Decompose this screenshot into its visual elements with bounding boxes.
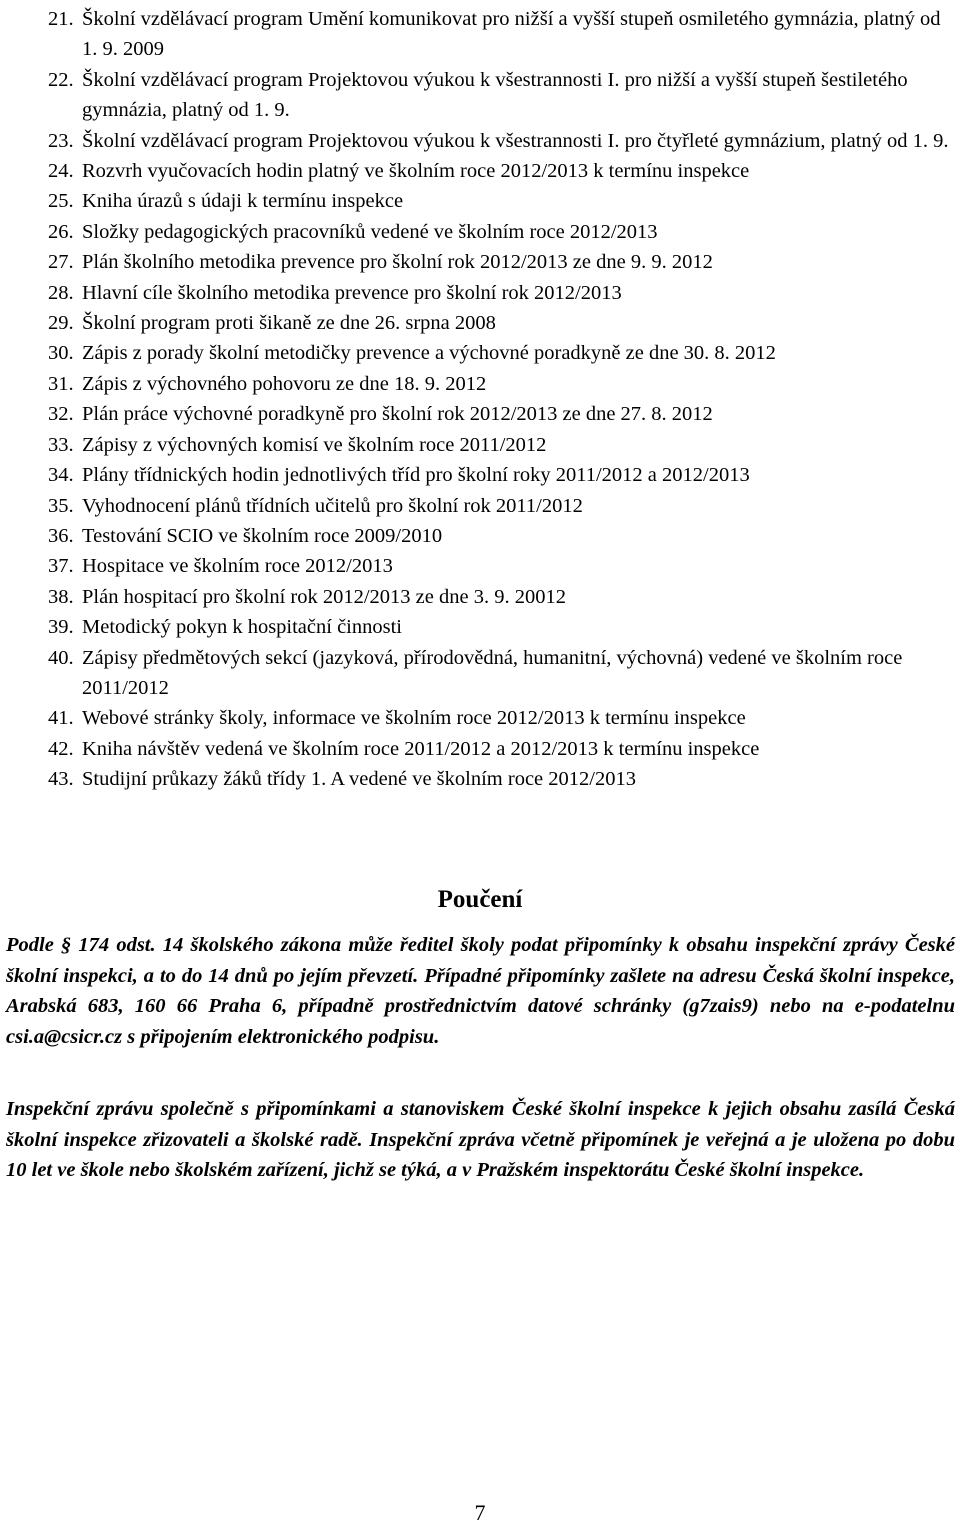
list-item-text: Kniha návštěv vedená ve školním roce 2011/2012 a 2012/2013 k termínu inspekce <box>82 737 760 760</box>
list-item-number: 35. <box>48 494 74 517</box>
list-item <box>48 4 958 65</box>
list-item-number: 43. <box>48 768 74 791</box>
list-item <box>48 369 958 399</box>
list-item <box>48 460 958 490</box>
list-item-text: Studijní průkazy žáků třídy 1. A vedené ve školním roce 2012/2013 <box>82 768 636 791</box>
list-item-text: Kniha úrazů s údaji k termínu inspekce <box>82 190 404 213</box>
list-item-number: 40. <box>48 646 74 669</box>
list-item-number: 38. <box>48 585 74 608</box>
list-item-text: Webové stránky školy, informace ve školním roce 2012/2013 k termínu inspekce <box>82 707 746 730</box>
list-item-text: Školní vzdělávací program Umění komunikovat pro nižší a vyšší stupeň osmiletého gymnázia, platný od 1. 9. 2009 <box>82 8 941 61</box>
list-item <box>48 491 958 521</box>
list-item-text: Plán školního metodika prevence pro školní rok 2012/2013 ze dne 9. 9. 2012 <box>82 251 713 274</box>
list-item <box>48 521 958 551</box>
notice-paragraph-1: Podle § 174 odst. 14 školského zákona může ředitel školy podat připomínky k obsahu inspekční zprávy České školní inspekci, a to do 14 dnů po jejím převzetí. Případné připomínky zašlete na adresu Česká školní inspekce, Arabská 683, 160 66 Praha 6, případně prostřednictvím datové schránky (g7zais9) nebo na e-podatelnu csi.a@csicr.cz s připojením elektronického podpisu. <box>6 934 955 1048</box>
notice-paragraph-2: Inspekční zprávu společně s připomínkami a stanoviskem České školní inspekce k jejich obsahu zasílá Česká školní inspekce zřizovateli a školské radě. Inspekční zpráva včetně připomínek je veřejná a je uložena po dobu 10 let ve škole nebo školském zařízení, jichž se týká, a v Pražském inspektorátu České školní inspekce. <box>6 1098 955 1181</box>
list-item <box>48 582 958 612</box>
list-item <box>48 703 958 733</box>
list-item <box>48 643 958 704</box>
list-item <box>48 126 958 156</box>
list-item-text: Složky pedagogických pracovníků vedené ve školním roce 2012/2013 <box>82 220 658 243</box>
list-item-text: Metodický pokyn k hospitační činnosti <box>82 616 402 639</box>
list-item <box>48 308 958 338</box>
list-item-text: Zápis z porady školní metodičky prevence a výchovné poradkyně ze dne 30. 8. 2012 <box>82 342 776 365</box>
list-item-number: 41. <box>48 707 74 730</box>
list-item-text: Plán hospitací pro školní rok 2012/2013 ze dne 3. 9. 20012 <box>82 585 566 608</box>
list-item-text: Zápisy z výchovných komisí ve školním roce 2011/2012 <box>82 433 547 456</box>
list-item-text: Testování SCIO ve školním roce 2009/2010 <box>82 524 443 547</box>
list-item <box>48 399 958 429</box>
list-item-number: 22. <box>48 68 74 91</box>
list-item-text: Plán práce výchovné poradkyně pro školní rok 2012/2013 ze dne 27. 8. 2012 <box>82 403 713 426</box>
notice-heading: Poučení <box>437 886 523 913</box>
list-item <box>48 764 958 794</box>
list-item-number: 21. <box>48 8 74 30</box>
list-item <box>48 217 958 247</box>
list-item-text: Školní program proti šikaně ze dne 26. srpna 2008 <box>82 312 496 335</box>
list-item-text: Rozvrh vyučovacích hodin platný ve školním roce 2012/2013 k termínu inspekce <box>82 160 750 183</box>
list-item <box>48 186 958 216</box>
list-item-number: 39. <box>48 616 74 639</box>
list-item-number: 34. <box>48 464 74 487</box>
list-item-number: 33. <box>48 433 74 456</box>
list-item <box>48 156 958 186</box>
list-item <box>48 612 958 642</box>
list-item <box>48 338 958 368</box>
list-item-number: 30. <box>48 342 74 365</box>
list-item-number: 32. <box>48 403 74 426</box>
list-item-text: Zápis z výchovného pohovoru ze dne 18. 9. 2012 <box>82 372 487 395</box>
list-item-number: 29. <box>48 312 74 335</box>
list-item-text: Hlavní cíle školního metodika prevence pro školní rok 2012/2013 <box>82 281 622 304</box>
list-item-number: 31. <box>48 372 74 395</box>
list-item-number: 36. <box>48 524 74 547</box>
list-item-number: 37. <box>48 555 74 578</box>
list-item-number: 26. <box>48 220 74 243</box>
list-item-text: Školní vzdělávací program Projektovou výukou k všestrannosti I. pro čtyřleté gymnázium, platný od 1. 9. <box>82 129 949 152</box>
document-list <box>48 4 958 795</box>
list-item-text: Hospitace ve školním roce 2012/2013 <box>82 555 393 578</box>
list-item <box>48 278 958 308</box>
list-item-number: 24. <box>48 160 74 183</box>
list-item-number: 27. <box>48 251 74 274</box>
list-item <box>48 551 958 581</box>
list-item-number: 42. <box>48 737 74 760</box>
page-number: 7 <box>474 1500 486 1525</box>
list-item-number: 23. <box>48 129 74 152</box>
list-item-text: Plány třídnických hodin jednotlivých tříd pro školní roky 2011/2012 a 2012/2013 <box>82 464 750 487</box>
list-item <box>48 247 958 277</box>
list-item-text: Zápisy předmětových sekcí (jazyková, přírodovědná, humanitní, výchovná) vedené ve školním roce 2011/2012 <box>82 646 903 699</box>
list-item <box>48 65 958 126</box>
list-item <box>48 734 958 764</box>
list-item-number: 28. <box>48 281 74 304</box>
list-item-text: Vyhodnocení plánů třídních učitelů pro školní rok 2011/2012 <box>82 494 583 517</box>
list-item <box>48 430 958 460</box>
list-item-text: Školní vzdělávací program Projektovou výukou k všestrannosti I. pro nižší a vyšší stupeň šestiletého gymnázia, platný od 1. 9. <box>82 68 908 122</box>
list-item-number: 25. <box>48 190 74 213</box>
